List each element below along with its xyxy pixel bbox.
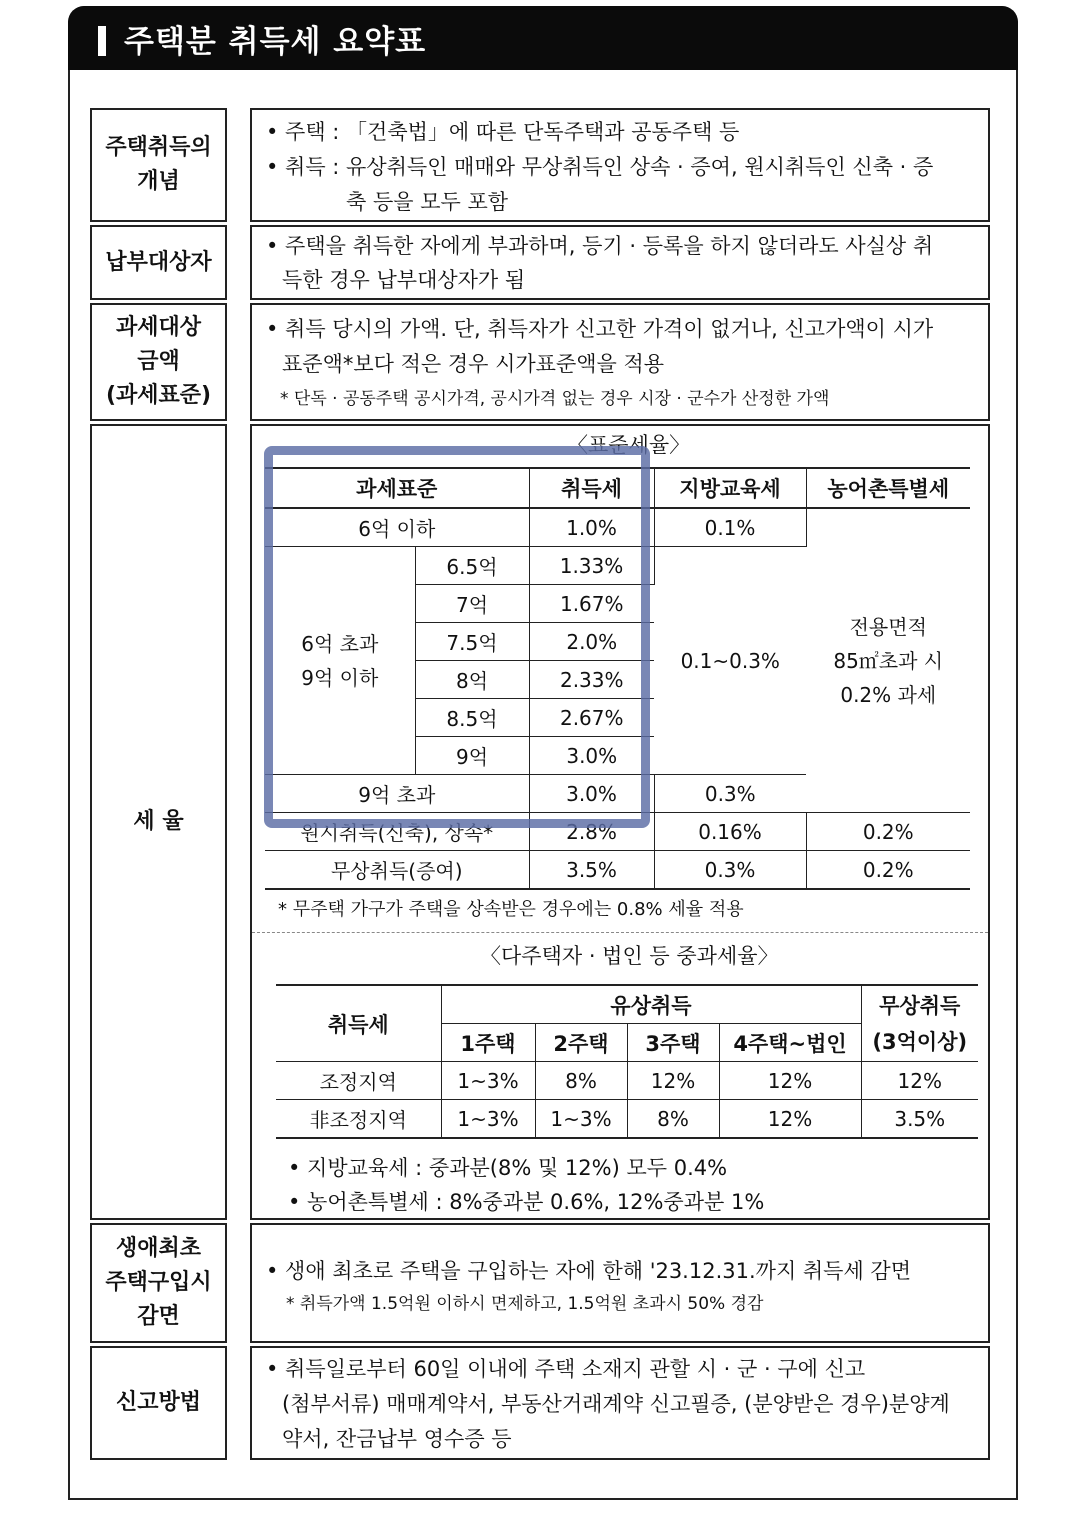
cell-rate: 3.0% xyxy=(529,737,654,775)
concept-line-3: 축 등을 모두 포함 xyxy=(346,190,509,214)
cell-base: 7.5억 xyxy=(415,623,529,661)
cell-value: 3.5% xyxy=(861,1100,978,1139)
cell-value: 12% xyxy=(719,1062,861,1100)
cell-value: 12% xyxy=(719,1100,861,1139)
cell-edu: 0.1% xyxy=(654,508,806,547)
header-paid: 유상취득 xyxy=(441,985,861,1024)
highlight-box xyxy=(264,446,650,828)
cell-value: 8% xyxy=(535,1062,627,1100)
cell-payer xyxy=(250,225,990,300)
cell-rate: 2.67% xyxy=(529,699,654,737)
heavy-note-2: • 농어촌특별세 : 8%중과분 0.6%, 12%중과분 1% xyxy=(288,1190,765,1214)
standard-footnote: * 무주택 가구가 주택을 상속받은 경우에는 0.8% 세율 적용 xyxy=(278,899,744,920)
base-line-2: 표준액*보다 적은 경우 시가표준액을 적용 xyxy=(282,352,665,376)
cell-rural: 0.2% xyxy=(806,851,970,890)
header-1home: 1주택 xyxy=(441,1024,535,1062)
cell-rate: 2.8% xyxy=(529,813,654,851)
heavy-note-1: • 지방교육세 : 중과분(8% 및 12%) 모두 0.4% xyxy=(288,1156,728,1180)
cell-base: 7억 xyxy=(415,585,529,623)
header-tax: 취득세 xyxy=(276,985,441,1062)
cell-tax-base xyxy=(250,303,990,421)
cell-rate: 1.0% xyxy=(529,508,654,547)
standard-caption: 〈표준세율〉 xyxy=(567,433,691,457)
cell-base: 6억 이하 xyxy=(265,508,529,547)
cell-concept xyxy=(250,108,990,222)
cell-value: 8% xyxy=(627,1100,719,1139)
cell-base: 6.5억 xyxy=(415,547,529,585)
header-acq-tax: 취득세 xyxy=(529,468,654,508)
cell-first-home xyxy=(250,1223,990,1343)
cell-value: 1~3% xyxy=(441,1100,535,1139)
label-tax-base: 과세대상 금액 (과세표준) xyxy=(90,303,227,421)
cell-rate: 1.67% xyxy=(529,585,654,623)
cell-base: 9억 초과 xyxy=(265,775,529,813)
report-line-1: • 취득일로부터 60일 이내에 주택 소재지 관할 시 · 군 · 구에 신고 xyxy=(266,1357,866,1381)
cell-rate: 3.5% xyxy=(529,851,654,890)
label-first-home: 생애최초 주택구입시 감면 xyxy=(90,1223,227,1343)
table-header-row xyxy=(276,985,978,1024)
header-2home: 2주택 xyxy=(535,1024,627,1062)
header-tax-base: 과세표준 xyxy=(265,468,529,508)
header-3home: 3주택 xyxy=(627,1024,719,1062)
base-footnote: * 단독 · 공동주택 공시가격, 공시가격 없는 경우 시장 · 군수가 산정한 가액 xyxy=(280,389,830,409)
cell-mid-label: 6억 초과 9억 이하 xyxy=(265,547,415,775)
label-report: 신고방법 xyxy=(90,1346,227,1460)
payer-line-1: • 주택을 취득한 자에게 부과하며, 등기 · 등록을 하지 않더라도 사실상 취 xyxy=(266,234,934,258)
cell-value: 1~3% xyxy=(535,1100,627,1139)
concept-line-1: • 주택 : 「건축법」에 따른 단독주택과 공동주택 등 xyxy=(266,120,740,144)
cell-base: 무상취득(증여) xyxy=(265,851,529,890)
cell-base: 9억 xyxy=(415,737,529,775)
first-home-footnote: * 취득가액 1.5억원 이하시 면제하고, 1.5억원 초과시 50% 경감 xyxy=(286,1294,764,1314)
table-row xyxy=(276,1062,978,1100)
cell-edu: 0.3% xyxy=(654,775,806,813)
first-home-line: • 생애 최초로 주택을 구입하는 자에 한해 '23.12.31.까지 취득세 감면 xyxy=(266,1259,912,1283)
cell-rate: 2.33% xyxy=(529,661,654,699)
cell-rural-note: 전용면적 85㎡초과 시 0.2% 과세 xyxy=(806,508,970,813)
cell-value: 1~3% xyxy=(441,1062,535,1100)
header-edu-tax: 지방교육세 xyxy=(654,468,806,508)
cell-rural: 0.2% xyxy=(806,813,970,851)
payer-line-2: 득한 경우 납부대상자가 됨 xyxy=(282,268,526,292)
title-marker xyxy=(98,26,106,56)
header-free: 무상취득 (3억이상) xyxy=(861,985,978,1062)
concept-line-2: • 취득 : 유상취득인 매매와 무상취득인 상속 · 증여, 원시취득인 신축 · 증 xyxy=(266,155,934,179)
cell-edu: 0.3% xyxy=(654,851,806,890)
divider xyxy=(252,932,988,933)
report-line-3: 약서, 잔금납부 영수증 등 xyxy=(282,1427,512,1451)
label-concept: 주택취득의 개념 xyxy=(90,108,227,222)
header-rural-tax: 농어촌특별세 xyxy=(806,468,970,508)
cell-region: 조정지역 xyxy=(276,1062,441,1100)
heavy-caption: 〈다주택자 · 법인 등 중과세율〉 xyxy=(480,944,779,968)
table-row xyxy=(265,851,970,890)
label-payer: 납부대상자 xyxy=(90,225,227,300)
cell-rate: 2.0% xyxy=(529,623,654,661)
title-bar xyxy=(68,6,1018,70)
cell-rate: 1.33% xyxy=(529,547,654,585)
table-row xyxy=(276,1100,978,1139)
cell-value: 12% xyxy=(861,1062,978,1100)
cell-value: 12% xyxy=(627,1062,719,1100)
cell-region: 非조정지역 xyxy=(276,1100,441,1139)
cell-base: 원시취득(신축), 상속* xyxy=(265,813,529,851)
cell-edu: 0.16% xyxy=(654,813,806,851)
header-4home: 4주택~법인 xyxy=(719,1024,861,1062)
cell-base: 8억 xyxy=(415,661,529,699)
cell-report xyxy=(250,1346,990,1460)
cell-mid-edu: 0.1~0.3% xyxy=(654,547,806,775)
report-line-2: (첨부서류) 매매계약서, 부동산거래계약 신고필증, (분양받은 경우)분양계 xyxy=(282,1392,950,1416)
cell-rate: 3.0% xyxy=(529,775,654,813)
cell-base: 8.5억 xyxy=(415,699,529,737)
page-title: 주택분 취득세 요약표 xyxy=(124,24,427,60)
label-tax-rate: 세 율 xyxy=(90,424,227,1220)
base-line-1: • 취득 당시의 가액. 단, 취득자가 신고한 가격이 없거나, 신고가액이 시가 xyxy=(266,317,934,341)
heavy-rate-table xyxy=(276,984,978,1139)
